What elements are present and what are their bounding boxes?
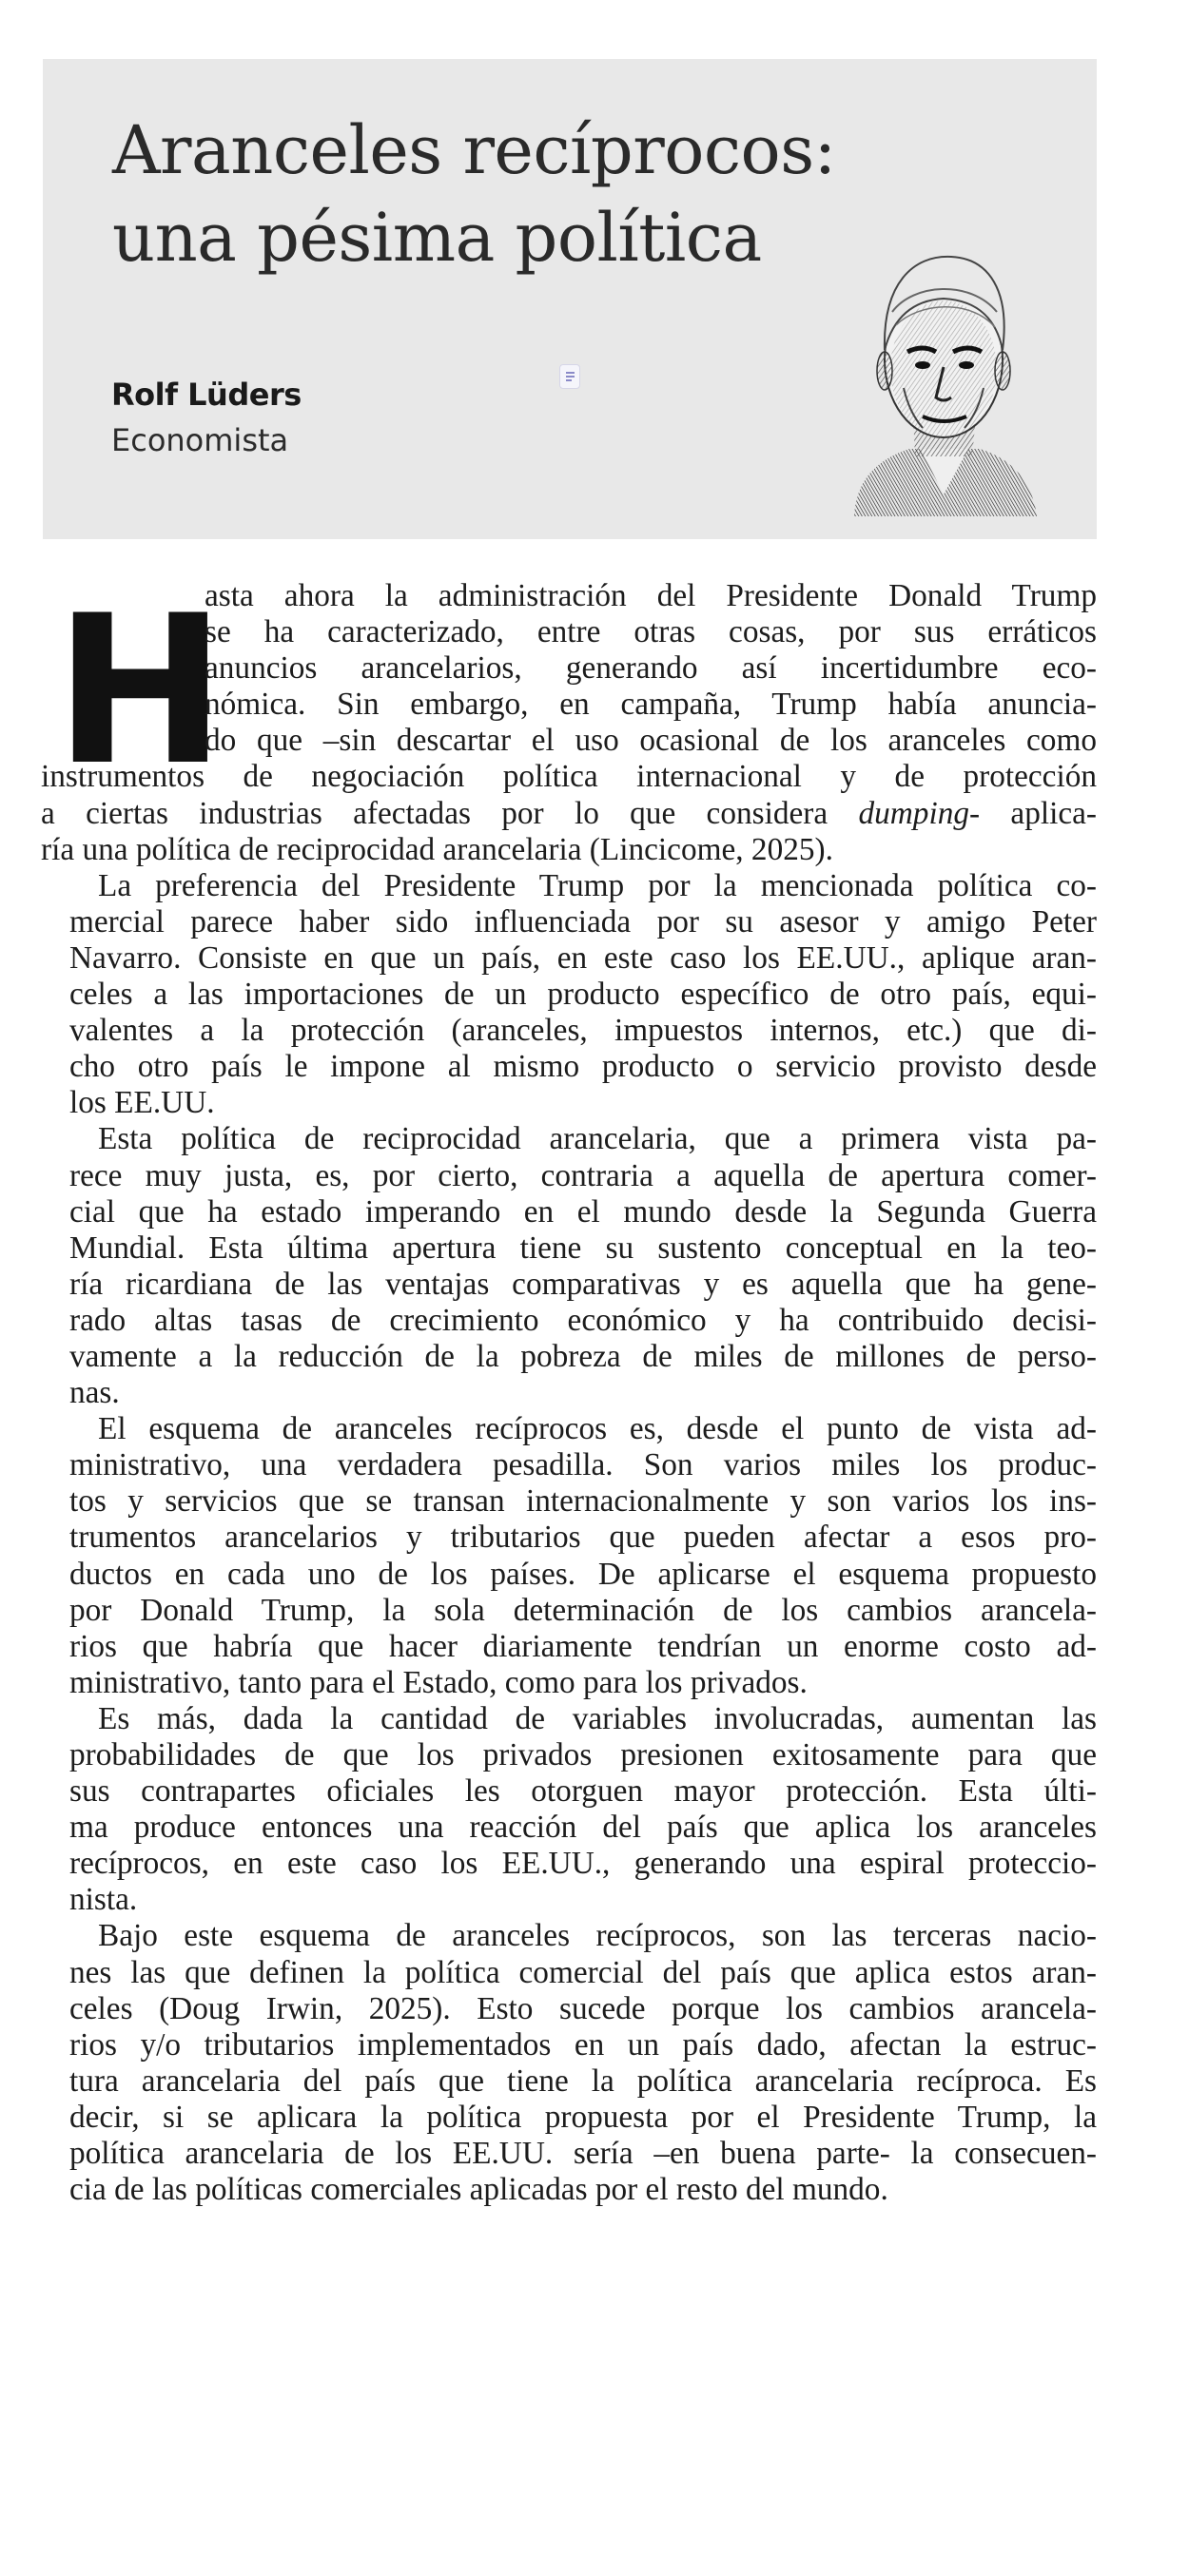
paragraph-2: La preferencia del Presidente Trump por la mencionada política co- mercial parece haber sido influenciada por su asesor y amigo Peter Navarro. Consiste en que un país, en este caso los EE.UU., aplique aran- celes a las importaciones de un producto específico de otro país, equi- valentes a la protección (aranceles, impuestos internos, etc.) que di- cho otro país le impone al mismo producto o servicio provisto desde los EE.UU. [69,867,1097,1121]
drop-cap: H [54,571,226,810]
paragraph-4: El esquema de aranceles recíprocos es, desde el punto de vista ad- ministrativo, una verdadera pesadilla. Son varios miles los produc- tos y servicios que se transan internacionalmente y son varios los ins- trumentos arancelarios y tributarios que pueden afectar a esos pro- ductos en cada uno de los países. De aplicarse el esquema propuesto por Donald Trump, la sola determinación de los cambios arancela- rios que habría que hacer diariamente tendrían un enorme costo ad- ministrativo, tanto para el Estado, como para los privados. [69,1411,1097,1700]
author-name: Rolf Lüders [111,377,302,413]
headline-line-2: una pésima política [112,199,762,277]
note-icon[interactable] [559,364,580,389]
author-portrait [837,245,1051,516]
paragraph-6: Bajo este esquema de aranceles recíprocos, son las terceras nacio- nes las que definen la política comercial del país que aplica estos aran- celes (Doug Irwin, 2025). Esto sucede porque los cambios arancela- rios y/o tributarios implementados en un país dado, afectan la estruc- tura arancelaria del país que tiene la política arancelaria recíproca. Es decir, si se aplicara la política propuesta por el Presidente Trump, la política arancelaria de los EE.UU. sería –en buena parte- la consecuen- cia de las políticas comerciales aplicadas por el resto del mundo. [69,1918,1097,2208]
article-body [41,571,1097,2208]
author-role: Economista [111,422,289,458]
paragraph-5: Es más, dada la cantidad de variables involucradas, aumentan las probabilidades de que los privados presionen exitosamente para que sus contrapartes oficiales les otorguen mayor protección. Esta últi- ma produce entonces una reacción del país que aplica los aranceles recíprocos, en este caso los EE.UU., generando una espiral proteccio- nista. [69,1700,1097,1918]
headline [112,107,836,281]
italic-term: dumping [858,795,970,831]
paragraph-1: asta ahora la administración del Presidente Donald Trump se ha caracterizado, entre otras cosas, por sus erráticos anuncios arancelarios, generando así incertidumbre eco- nómica. Sin embargo, en campaña, Trump había anuncia- do que –sin descartar el uso ocasional de los aranceles como instrumentos de negociación política internacional y de protección a ciertas industrias afectadas por lo que considera dumping- aplica- ría una política de reciprocidad arancelaria (Lincicome, 2025). [41,578,1097,867]
paragraph-3: Esta política de reciprocidad arancelaria, que a primera vista pa- rece muy justa, es, por cierto, contraria a aquella de apertura comer- cial que ha estado imperando en el mundo desde la Segunda Guerra Mundial. Esta última apertura tiene su sustento conceptual en la teo- ría ricardiana de las ventajas comparativas y es aquella que ha gene- rado altas tasas de crecimiento económico y ha contribuido decisi- vamente a la reducción de la pobreza de miles de millones de perso- nas. [69,1121,1097,1411]
headline-line-1: Aranceles recíprocos: [112,111,836,189]
